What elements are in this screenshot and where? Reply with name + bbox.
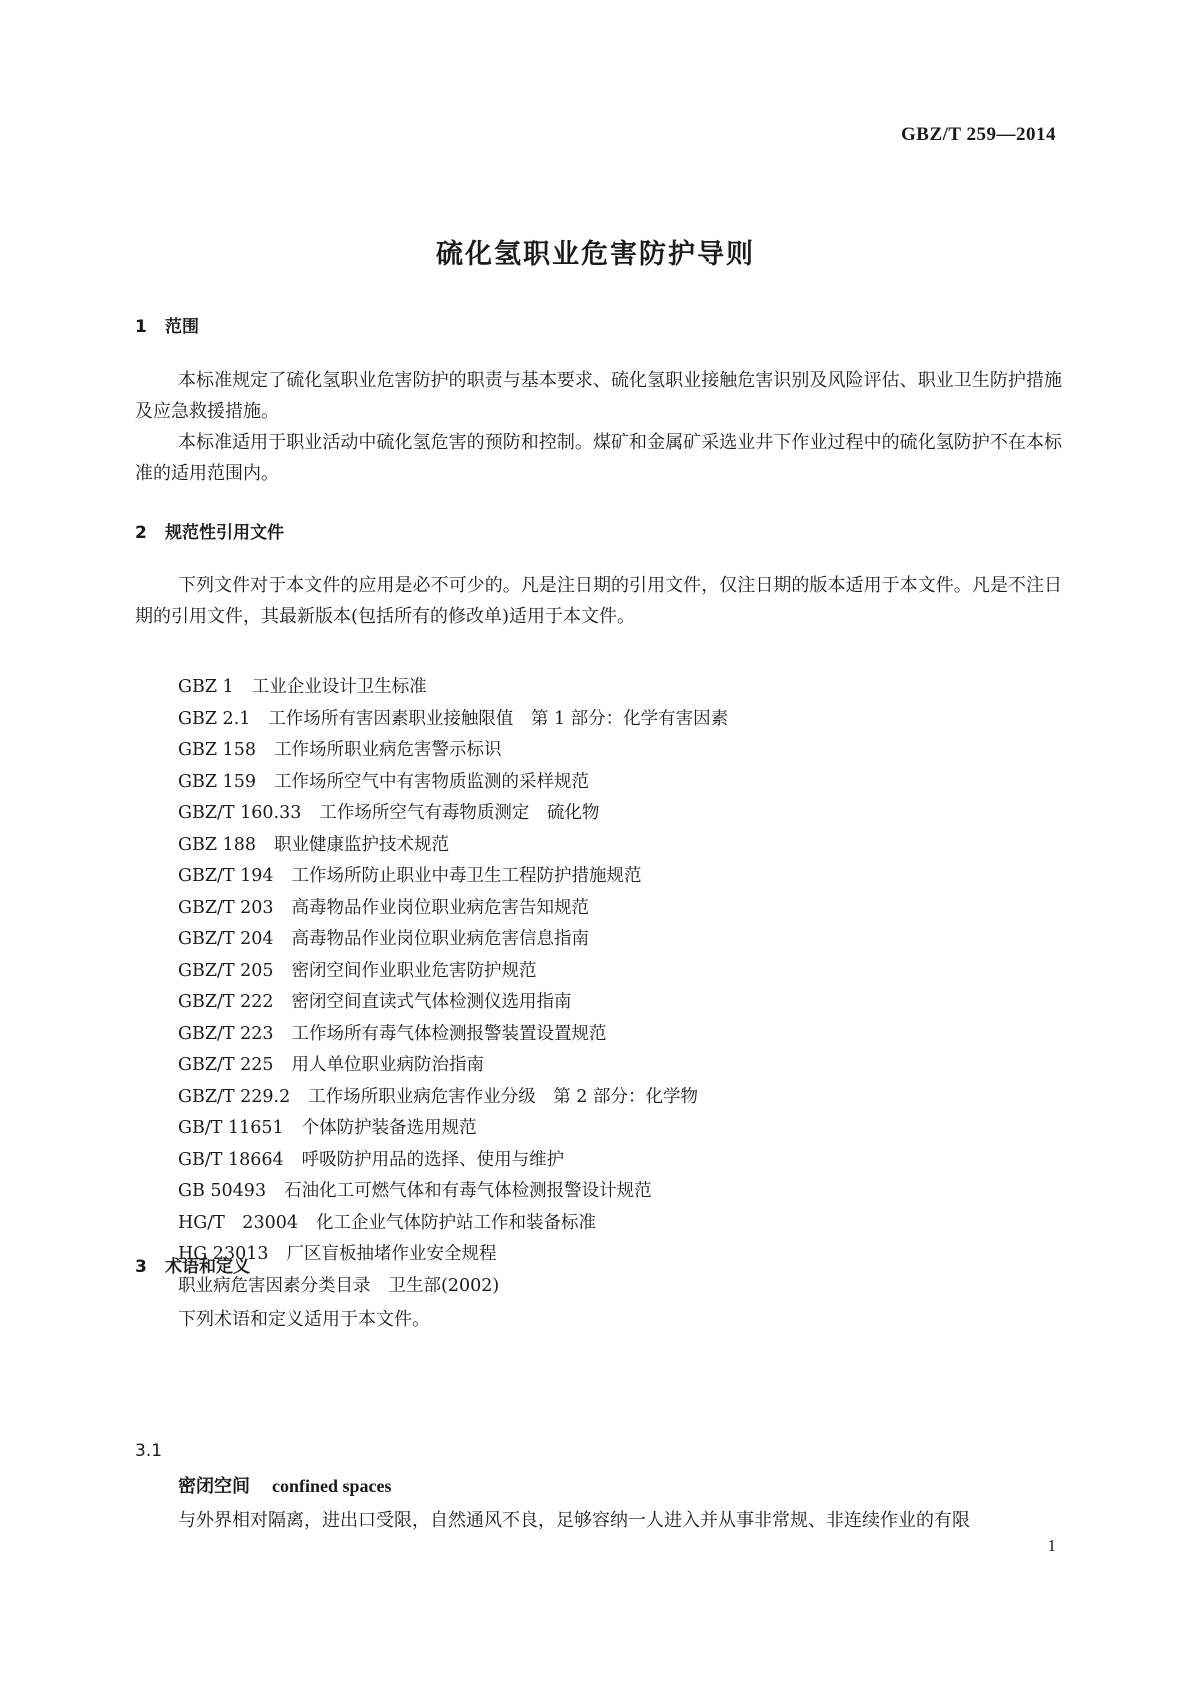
reference-code: GB 50493 xyxy=(178,1181,267,1201)
reference-item xyxy=(178,924,728,956)
reference-code: GBZ/T 203 xyxy=(178,897,274,918)
reference-title: 厂区盲板抽堵作业安全规程 xyxy=(286,1244,497,1264)
section-3-intro-paragraph: 下列术语和定义适用于本文件。 xyxy=(178,1309,430,1330)
section-1-body xyxy=(135,365,1062,489)
reference-title: 工作场所有毒气体检测报警装置设置规范 xyxy=(291,1023,607,1044)
section-1-heading xyxy=(135,312,199,337)
section-3-intro xyxy=(135,1304,1062,1335)
reference-title: 化工企业气体防护站工作和装备标准 xyxy=(315,1212,596,1233)
reference-title: 用人单位职业病防治指南 xyxy=(291,1055,485,1075)
section-2-intro xyxy=(135,570,1062,632)
reference-item xyxy=(178,798,728,830)
reference-item xyxy=(178,1271,728,1303)
section-3-title: 术语和定义 xyxy=(165,1257,250,1277)
reference-title: 工作场所空气中有害物质监测的采样规范 xyxy=(273,771,589,792)
reference-item xyxy=(178,1208,728,1240)
reference-item xyxy=(178,704,728,736)
reference-code: GBZ/T 205 xyxy=(178,960,274,981)
section-1-title: 范围 xyxy=(165,317,199,337)
document-title: 硫化氢职业危害防护导则 xyxy=(436,239,755,270)
reference-title: 高毒物品作业岗位职业病危害信息指南 xyxy=(291,929,590,949)
reference-item xyxy=(178,672,728,704)
section-2-intro-paragraph: 下列文件对于本文件的应用是必不可少的。凡是注日期的引用文件，仅注日期的版本适用于本文件。凡是不注日期的引用文件，其最新版本(包括所有的修改单)适用于本文件。 xyxy=(135,575,1062,627)
reference-item xyxy=(178,830,728,862)
reference-item xyxy=(178,987,728,1019)
section-2-title: 规范性引用文件 xyxy=(165,523,284,543)
reference-item xyxy=(178,1113,728,1145)
reference-list xyxy=(178,672,728,1302)
reference-title: 个体防护装备选用规范 xyxy=(301,1118,477,1138)
reference-code: GBZ/T 223 xyxy=(178,1023,274,1044)
reference-title: 工作场所职业病危害警示标识 xyxy=(273,740,502,760)
reference-title: 卫生部(2002) xyxy=(388,1275,500,1296)
reference-code: GBZ/T 160.33 xyxy=(178,803,302,823)
reference-title: 工业企业设计卫生标准 xyxy=(251,677,427,697)
reference-code: GB/T 11651 xyxy=(178,1118,284,1138)
reference-code: GBZ 158 xyxy=(178,740,256,760)
term-definition: 与外界相对隔离，进出口受限，自然通风不良，足够容纳一人进入并从事非常规、非连续作业的有限 xyxy=(178,1510,970,1531)
section-1-paragraph: 本标准规定了硫化氢职业危害防护的职责与基本要求、硫化氢职业接触危害识别及风险评估、职业卫生防护措施及应急救援措施。 xyxy=(135,370,1062,422)
reference-code: GBZ/T 222 xyxy=(178,992,274,1012)
reference-title: 工作场所防止职业中毒卫生工程防护措施规范 xyxy=(291,866,642,886)
reference-title: 职业健康监护技术规范 xyxy=(273,834,449,855)
reference-title: 密闭空间直读式气体检测仪选用指南 xyxy=(291,992,572,1012)
term-name-zh: 密闭空间 xyxy=(178,1476,250,1497)
reference-item xyxy=(178,1019,728,1051)
reference-code: GBZ/T 229.2 xyxy=(178,1086,291,1107)
page-number: 1 xyxy=(1047,1536,1056,1555)
reference-code: GBZ/T 225 xyxy=(178,1055,274,1075)
section-1-number: 1 xyxy=(135,317,147,337)
reference-item xyxy=(178,893,728,925)
section-3-number: 3 xyxy=(135,1257,147,1277)
reference-code: 职业病危害因素分类目录 xyxy=(178,1275,371,1296)
reference-code: GBZ 188 xyxy=(178,834,256,855)
reference-item xyxy=(178,1239,728,1271)
term-name-en: confined spaces xyxy=(272,1476,392,1496)
reference-item xyxy=(178,1082,728,1114)
reference-item xyxy=(178,735,728,767)
reference-code: HG 23013 xyxy=(178,1244,269,1264)
section-3-heading xyxy=(135,1252,250,1277)
reference-item xyxy=(178,861,728,893)
section-1-paragraph: 本标准适用于职业活动中硫化氢危害的预防和控制。煤矿和金属矿采选业井下作业过程中的硫化氢防护不在本标准的适用范围内。 xyxy=(135,432,1062,484)
term-name xyxy=(178,1472,392,1498)
reference-code: HG/T 23004 xyxy=(178,1212,298,1233)
term-number: 3.1 xyxy=(135,1441,163,1461)
reference-item xyxy=(178,767,728,799)
reference-code: GBZ 2.1 xyxy=(178,708,251,729)
reference-title: 密闭空间作业职业危害防护规范 xyxy=(291,960,537,981)
reference-title: 工作场所空气有毒物质测定 硫化物 xyxy=(319,803,600,823)
reference-item xyxy=(178,1145,728,1177)
reference-item xyxy=(178,956,728,988)
reference-item xyxy=(178,1176,728,1208)
reference-title: 石油化工可燃气体和有毒气体检测报警设计规范 xyxy=(284,1181,652,1201)
reference-title: 工作场所职业病危害作业分级 第 2 部分：化学物 xyxy=(308,1086,698,1107)
reference-title: 呼吸防护用品的选择、使用与维护 xyxy=(301,1149,565,1170)
reference-code: GBZ/T 194 xyxy=(178,866,274,886)
section-2-heading xyxy=(135,518,284,543)
reference-code: GBZ 1 xyxy=(178,677,234,697)
standard-number: GBZ/T 259—2014 xyxy=(901,124,1056,145)
reference-code: GBZ/T 204 xyxy=(178,929,274,949)
reference-title: 高毒物品作业岗位职业病危害告知规范 xyxy=(291,897,590,918)
reference-item xyxy=(178,1050,728,1082)
reference-code: GBZ 159 xyxy=(178,771,256,792)
section-2-number: 2 xyxy=(135,523,147,543)
reference-code: GB/T 18664 xyxy=(178,1149,284,1170)
reference-title: 工作场所有害因素职业接触限值 第 1 部分：化学有害因素 xyxy=(268,708,729,729)
